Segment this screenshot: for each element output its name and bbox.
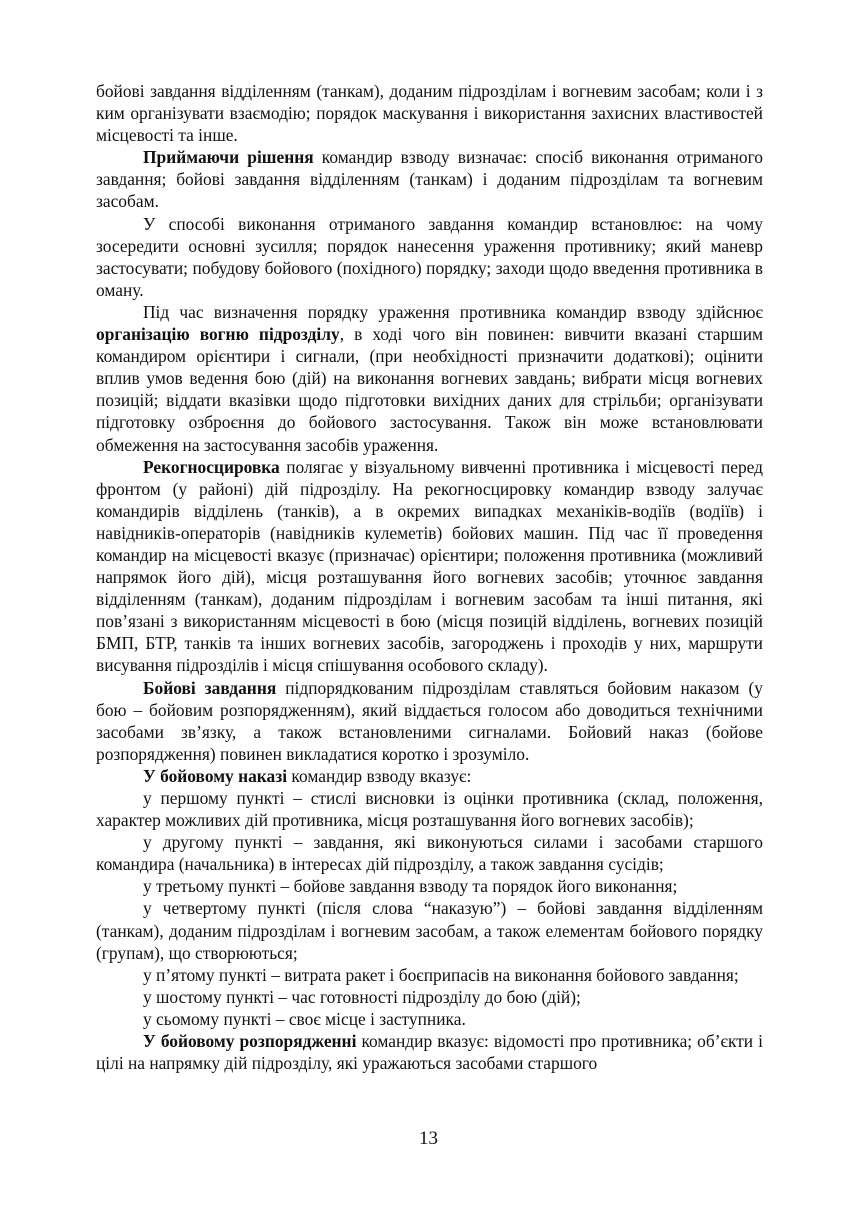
bold-term: Рекогносцировка [143, 456, 280, 477]
list-item: у другому пункті – завдання, які виконуються силами і засобами старшого командира (начальника) в інтересах дій підрозділу, а також завдання сусідів; [96, 832, 763, 875]
paragraph [96, 765, 763, 787]
paragraph [96, 213, 763, 301]
bold-term: У бойовому наказі [143, 765, 288, 786]
paragraph-text: командир взводу вказує: [287, 765, 472, 786]
paragraph-text: Під час визначення порядку ураження противника командир взводу здійснює [143, 301, 763, 322]
paragraph [96, 301, 763, 456]
paragraph-text: бойові завдання відділенням (танкам), доданим підрозділам і вогневим засобам; коли і з ким організувати взаємодію; порядок маскування і використання захисних властивостей місцевості та інше. [96, 81, 763, 146]
list-item: у четвертому пункті (після слова “наказую”) – бойові завдання відділенням (танкам), доданим підрозділам і вогневим засобам, а також елементам бойового порядку (групам), що створюються; [96, 898, 763, 963]
list-item: у третьому пункті – бойове завдання взводу та порядок його виконання; [143, 876, 678, 897]
paragraph-text: командир взводу визначає: спосіб виконання отриманого завдання; бойові завдання відділенням (танкам) і доданим підрозділам та вогневим засобам. [96, 147, 763, 212]
paragraph [96, 80, 763, 146]
list-item: у сьомому пункті – своє місце і заступника. [143, 1008, 466, 1029]
page-number: 13 [419, 1128, 438, 1149]
paragraph-text: підпорядкованим підрозділам ставляться бойовим наказом (у бою – бойовим розпорядженням), який віддається голосом або доводиться технічними засобами зв’язку, а також встановленими сигналами. Бойовий наказ (бойове розпорядження) повинен викладатися коротко і зрозуміло. [96, 677, 763, 764]
list-item: у п’ятому пункті – витрата ракет і боєприпасів на виконання бойового завдання; [143, 964, 739, 985]
bold-term: Приймаючи рішення [143, 147, 314, 168]
document-page [96, 80, 763, 1074]
paragraph-text: , в ході чого він повинен: вивчити вказані старшим командиром орієнтири і сигнали, (при необхідності призначити додаткові); оцінити вплив умов ведення бою (дій) на виконання вогневих завдань; вибрати місця вогневих позицій; віддати вказівки щодо підготовки вихідних даних для стрільби; організувати підготовку озброєння до бойового застосування. Також він може встановлювати обмеження на застосування засобів ураження. [96, 324, 763, 455]
paragraph-text: командир вказує: відомості про противника; об’єкти і цілі на напрямку дій підрозділу, які уражаються засобами старшого [96, 1031, 763, 1074]
bold-term: організацію вогню підрозділу [96, 324, 340, 345]
bold-term: У бойовому розпорядженні [143, 1031, 357, 1052]
paragraph [96, 456, 763, 677]
list-item: у шостому пункті – час готовності підрозділу до бою (дій); [143, 986, 581, 1007]
paragraph [96, 146, 763, 212]
paragraph [96, 1030, 763, 1074]
list-item: у першому пункті – стислі висновки із оцінки противника (склад, положення, характер можливих дій противника, місця розташування його вогневих засобів); [96, 788, 763, 831]
paragraph-text: полягає у візуальному вивченні противника і місцевості перед фронтом (у районі) дій підрозділу. На рекогносцировку командир взводу залучає командирів відділень (танків), а в окремих випадках механіків-водіїв (водіїв) і навідників-операторів (навідників кулеметів) бойових машин. Під час її проведення командир на місцевості вказує (призначає) орієнтири; положення противника (можливий напрямок його дій), місця розташування його вогневих засобів; уточнює завдання відділенням (танкам), доданим підрозділам і вогневим засобам та інші питання, які пов’язані з використанням місцевості в бою (місця позицій відділень, вогневих позицій БМП, БТР, танків та інших вогневих засобів, загороджень і проходів у них, маршрути висування підрозділів і місця спішування особового складу). [96, 456, 763, 676]
paragraph [96, 677, 763, 765]
bold-term: Бойові завдання [143, 677, 277, 698]
paragraph-text: У способі виконання отриманого завдання командир встановлює: на чому зосередити основні зусилля; порядок нанесення ураження противнику; який маневр застосувати; побудову бойового (похідного) порядку; заходи щодо введення противника в оману. [96, 213, 763, 300]
